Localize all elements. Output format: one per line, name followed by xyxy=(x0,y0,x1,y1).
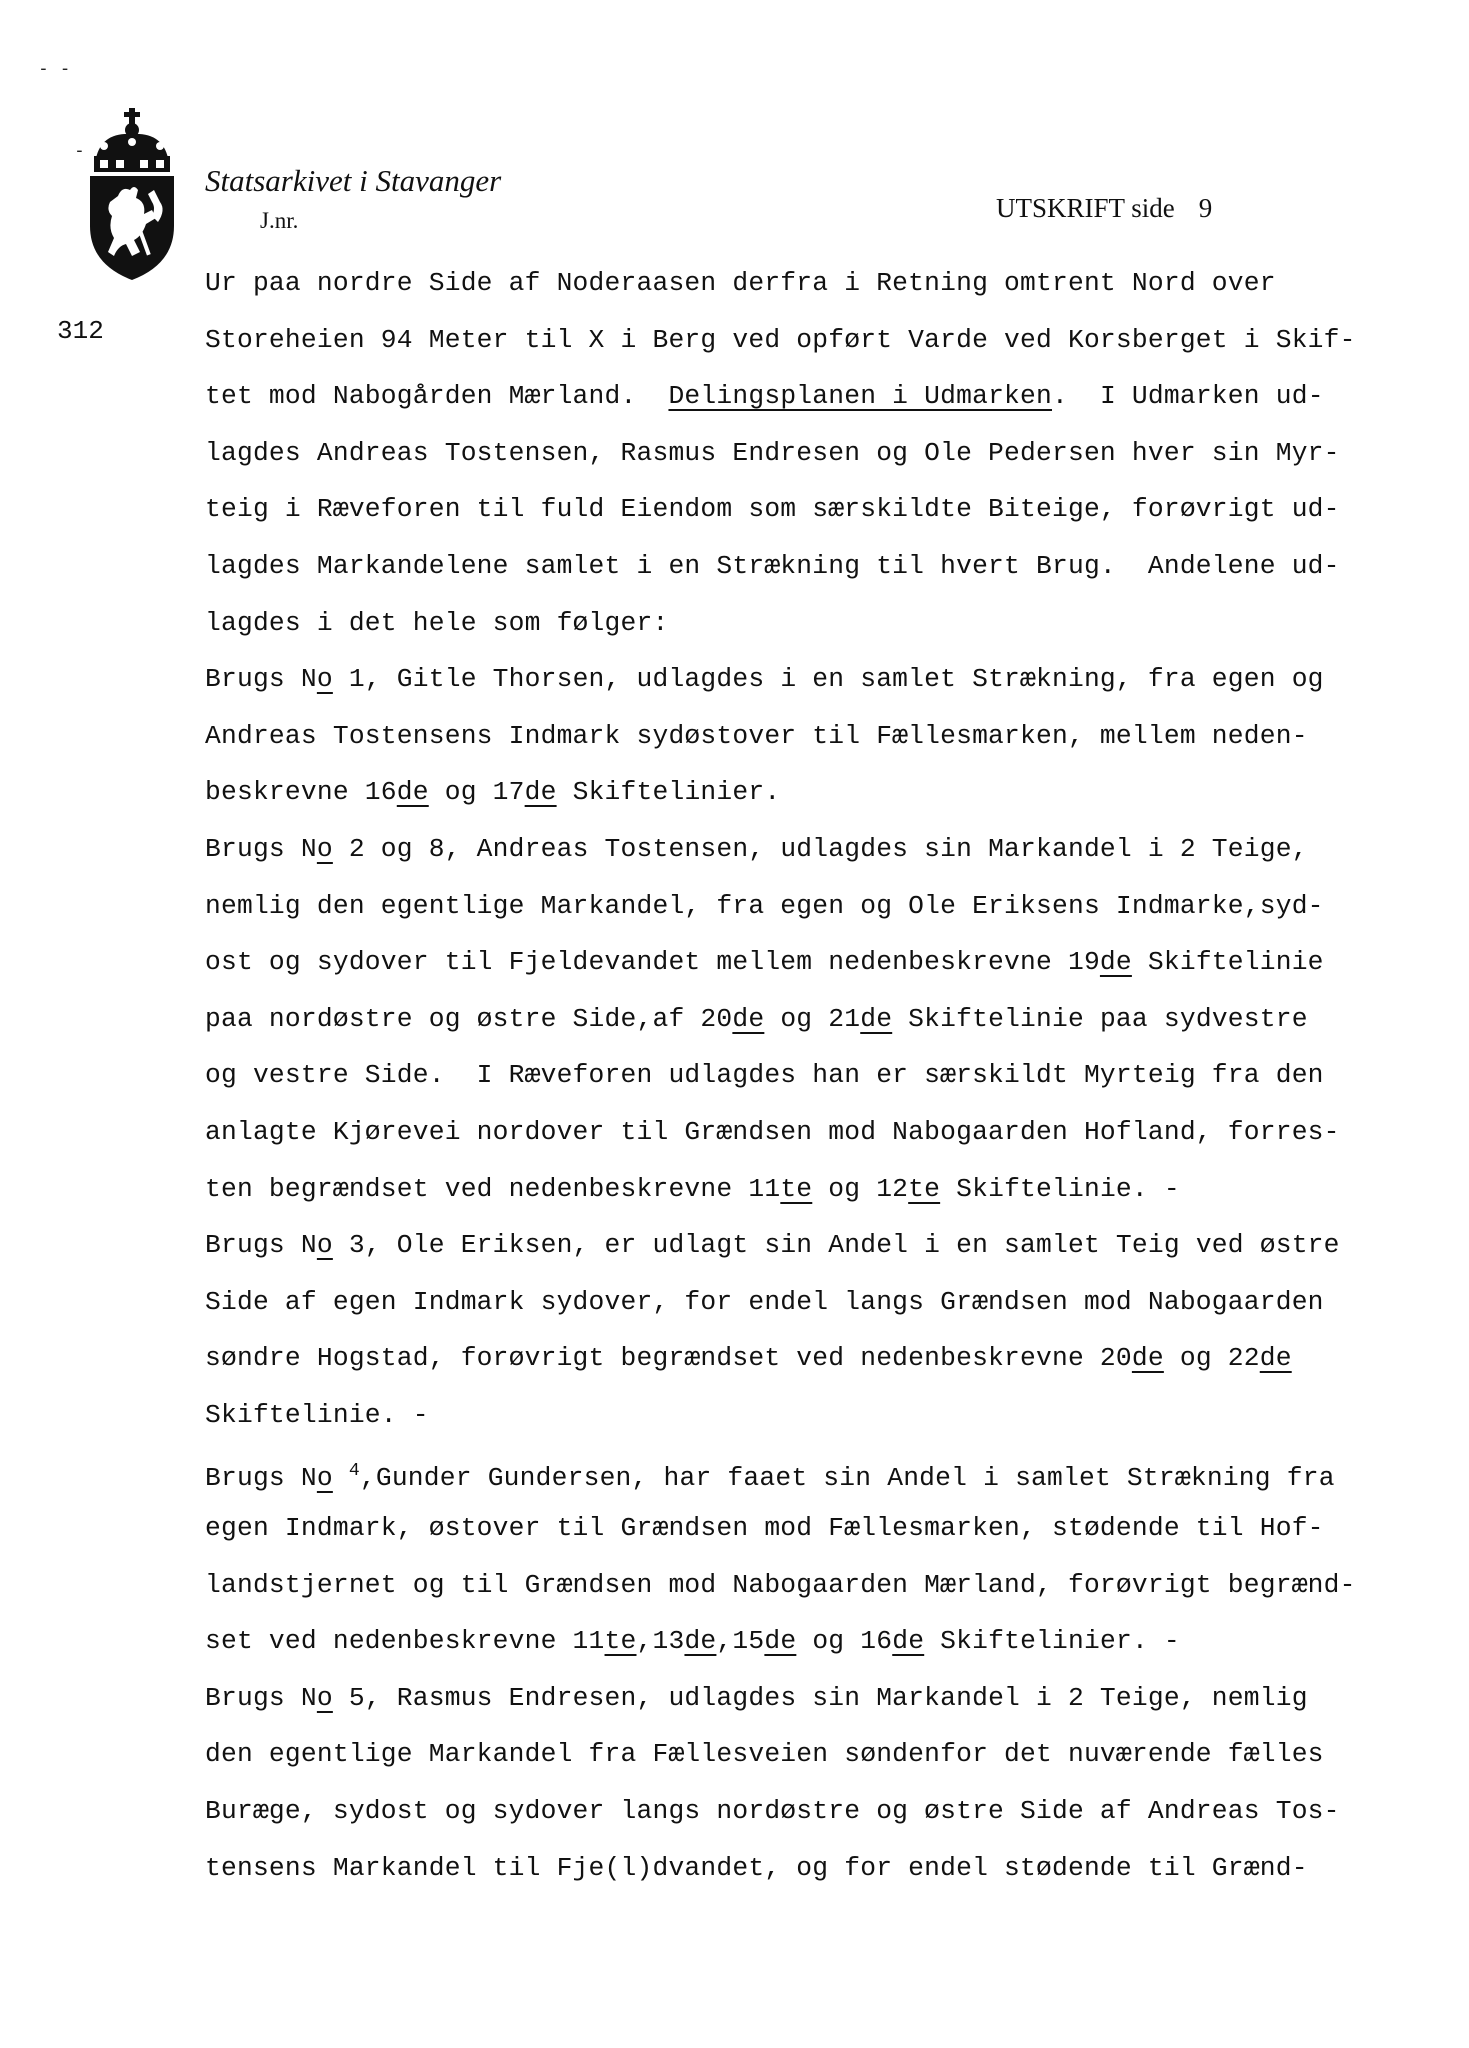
text-segment: og 17 xyxy=(428,777,525,808)
text-line xyxy=(205,1047,1445,1104)
underlined-text: te xyxy=(604,1626,637,1657)
text-line xyxy=(205,1217,1445,1274)
text-segment: 3, Ole Eriksen, er udlagt sin Andel i en samlet Teig ved østre xyxy=(332,1230,1340,1261)
underlined-text: de xyxy=(1099,947,1132,978)
text-segment: den egentlige Markandel fra Fællesveien søndenfor det nuværende fælles xyxy=(205,1739,1324,1770)
text-segment: Brugs N xyxy=(205,1463,317,1494)
text-line xyxy=(205,1783,1445,1840)
norwegian-coat-of-arms-icon xyxy=(82,106,182,282)
underlined-text: de xyxy=(1259,1343,1292,1374)
text-line xyxy=(205,538,1445,595)
text-line xyxy=(205,1840,1445,1897)
archive-name: Statsarkivet i Stavanger xyxy=(205,163,502,198)
underlined-text: te xyxy=(780,1173,813,1204)
text-segment: ost og sydover til Fjeldevandet mellem nedenbeskrevne 19 xyxy=(205,947,1100,978)
text-segment: Skiftelinier. - xyxy=(924,1626,1180,1657)
underlined-text: de xyxy=(892,1626,925,1657)
underlined-text: de xyxy=(684,1626,717,1657)
text-segment: . I Udmarken ud- xyxy=(1052,381,1324,412)
margin-note: 312 xyxy=(57,316,104,346)
text-segment: 5, Rasmus Endresen, udlagdes sin Markandel i 2 Teige, nemlig xyxy=(332,1682,1308,1713)
underlined-text: de xyxy=(732,1003,765,1034)
corner-mark: - - xyxy=(38,58,71,79)
text-segment: 2 og 8, Andreas Tostensen, udlagdes sin Markandel i 2 Teige, xyxy=(332,833,1308,864)
text-segment xyxy=(333,1463,349,1493)
superscript-text: 4 xyxy=(348,1461,360,1482)
text-segment: tet mod Nabogården Mærland. xyxy=(205,381,669,412)
text-line xyxy=(205,991,1445,1048)
underlined-text: o xyxy=(316,833,333,864)
text-segment: Buræge, sydost og sydover langs nordøstre og østre Side af Andreas Tos- xyxy=(205,1796,1340,1827)
text-segment: søndre Hogstad, forøvrigt begrændset ved nedenbeskrevne 20 xyxy=(205,1343,1132,1374)
text-segment: Skiftelinier. xyxy=(556,777,781,808)
underlined-text: de xyxy=(764,1626,797,1657)
text-line xyxy=(205,1613,1445,1670)
text-line xyxy=(205,368,1445,425)
text-segment: Brugs N xyxy=(205,1230,317,1261)
text-line xyxy=(205,481,1445,538)
text-segment: Skiftelinie xyxy=(1131,947,1324,978)
utskrift-label: UTSKRIFT side xyxy=(996,193,1175,223)
text-segment: ,Gunder Gundersen, har faaet sin Andel i samlet Strækning fra xyxy=(359,1463,1335,1494)
text-segment: set ved nedenbeskrevne 11 xyxy=(205,1626,605,1657)
underlined-text: de xyxy=(860,1003,893,1034)
text-segment: tensens Markandel til Fje(l)dvandet, og for endel stødende til Grænd- xyxy=(205,1852,1308,1883)
text-segment: lagdes Andreas Tostensen, Rasmus Endresen og Ole Pedersen hver sin Myr- xyxy=(205,437,1340,468)
text-segment: Brugs N xyxy=(205,664,317,695)
text-segment: ten begrændset ved nedenbeskrevne 11 xyxy=(205,1173,781,1204)
side-mark: - xyxy=(74,140,85,161)
text-line xyxy=(205,1726,1445,1783)
text-segment: og 22 xyxy=(1163,1343,1260,1374)
underlined-text: de xyxy=(524,777,557,808)
text-segment: landstjernet og til Grændsen mod Nabogaarden Mærland, forøvrigt begrænd- xyxy=(205,1569,1356,1600)
text-segment: og 16 xyxy=(796,1626,893,1657)
text-line xyxy=(205,595,1445,652)
text-line xyxy=(205,1500,1445,1557)
text-segment: og 21 xyxy=(764,1003,861,1034)
journal-number-label: J.nr. xyxy=(260,208,299,233)
text-segment: Storeheien 94 Meter til X i Berg ved opført Varde ved Korsberget i Skif- xyxy=(205,324,1356,355)
text-segment: Brugs N xyxy=(205,1682,317,1713)
underlined-text: o xyxy=(316,1230,333,1261)
text-line xyxy=(205,1387,1445,1444)
text-line xyxy=(205,1161,1445,1218)
underlined-text: de xyxy=(396,777,429,808)
text-segment: Skiftelinie. - xyxy=(940,1173,1180,1204)
text-segment: teig i Ræveforen til fuld Eiendom som særskildte Biteige, forøvrigt ud- xyxy=(205,494,1340,525)
text-segment: Brugs N xyxy=(205,833,317,864)
page-number: 9 xyxy=(1198,193,1213,223)
text-segment: Andreas Tostensens Indmark sydøstover til Fællesmarken, mellem neden- xyxy=(205,720,1308,751)
underlined-text: Delingsplanen i Udmarken xyxy=(668,381,1052,412)
text-segment: og 12 xyxy=(812,1173,909,1204)
text-segment: lagdes Markandelene samlet i en Strækning til hvert Brug. Andelene ud- xyxy=(205,550,1340,581)
text-line xyxy=(205,425,1445,482)
text-segment: ,13 xyxy=(636,1626,685,1657)
underlined-text: o xyxy=(316,1463,333,1494)
text-line xyxy=(205,651,1445,708)
text-line xyxy=(205,1670,1445,1727)
text-segment: Ur paa nordre Side af Noderaasen derfra i Retning omtrent Nord over xyxy=(205,268,1276,298)
text-line xyxy=(205,764,1445,821)
text-segment: nemlig den egentlige Markandel, fra egen og Ole Eriksens Indmarke,syd- xyxy=(205,890,1324,921)
text-segment: anlagte Kjørevei nordover til Grændsen mod Nabogaarden Hofland, forres- xyxy=(205,1116,1340,1147)
text-line xyxy=(205,255,1445,312)
text-line xyxy=(205,1330,1445,1387)
underlined-text: de xyxy=(1131,1343,1164,1374)
text-segment: lagdes i det hele som følger: xyxy=(205,607,669,638)
text-segment: egen Indmark, østover til Grændsen mod Fællesmarken, stødende til Hof- xyxy=(205,1513,1324,1544)
document-body xyxy=(205,255,1445,1896)
text-line xyxy=(205,934,1445,991)
underlined-text: te xyxy=(908,1173,941,1204)
text-segment: paa nordøstre og østre Side,af 20 xyxy=(205,1003,733,1034)
text-line xyxy=(205,1274,1445,1331)
text-line xyxy=(205,312,1445,369)
page-header-right xyxy=(996,193,1212,224)
text-segment: og vestre Side. I Ræveforen udlagdes han er særskildt Myrteig fra den xyxy=(205,1060,1324,1091)
text-segment: beskrevne 16 xyxy=(205,777,397,808)
text-line xyxy=(205,708,1445,765)
text-segment: 1, Gitle Thorsen, udlagdes i en samlet Strækning, fra egen og xyxy=(332,664,1324,695)
text-segment: Side af egen Indmark sydover, for endel langs Grændsen mod Nabogaarden xyxy=(205,1286,1324,1317)
text-line xyxy=(205,1443,1445,1500)
text-segment: ,15 xyxy=(716,1626,765,1657)
text-line xyxy=(205,878,1445,935)
text-line xyxy=(205,1104,1445,1161)
underlined-text: o xyxy=(316,1682,333,1713)
text-line xyxy=(205,821,1445,878)
underlined-text: o xyxy=(316,664,333,695)
text-segment: Skiftelinie. - xyxy=(205,1399,429,1430)
text-segment: Skiftelinie paa sydvestre xyxy=(892,1003,1308,1034)
text-line xyxy=(205,1557,1445,1614)
